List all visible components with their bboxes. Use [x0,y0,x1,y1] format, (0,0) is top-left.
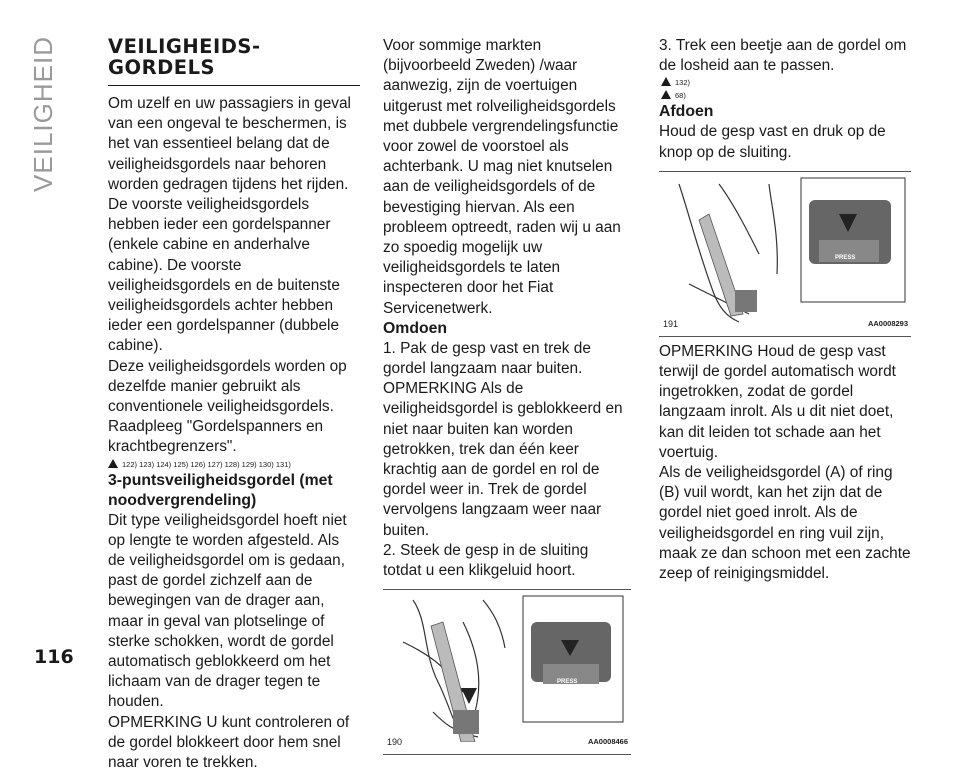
page-number: 116 [34,646,74,668]
step: 1. Pak de gesp vast en trek de gordel langzaam naar buiten. [383,339,591,378]
paragraph: Deze veiligheidsgordels worden op dezelfde manier gebruikt als conventionele veiligheidsgordels. [108,357,347,416]
seatbelt-fasten-illustration [383,592,631,742]
notice-triangle-icon [661,90,671,99]
warning-triangle-icon [661,77,671,86]
figure-number: 191 [663,318,679,329]
reference-number: 132) [675,78,691,88]
side-tab-label: VEILIGHEID [28,36,58,192]
paragraph: OPMERKING Als de veiligheidsgordel is geblokkeerd en niet naar buiten kan worden getrokken, trek dan één keer krachtig aan de gordel en rol de gordel weer in. Trek de gordel vervolgens langzaam weer naar buiten. [383,380,623,539]
section-title [108,36,360,86]
press-button-label: PRESS [557,679,578,686]
figure-code: AA0008293 [867,318,908,328]
warning-reference [659,76,911,89]
paragraph: Houd de gesp vast en druk op de knop op de sluiting. [659,123,886,161]
seatbelt-release-illustration [659,174,911,324]
subsection-title: Omdoen [383,319,448,337]
reference-list: 122) 123) 124) 125) 126) 127) 128) 129) 130) 131) [122,459,291,469]
press-button-label: PRESS [835,254,856,261]
warning-triangle-icon [108,459,118,468]
column-1 [108,36,360,773]
paragraph: OPMERKING Houd de gesp vast terwijl de gordel automatisch wordt ingetrokken, zodat de gordel langzaam inrolt. Als u dit niet doet, kan dit leiden tot schade aan het voertuig. [659,342,896,461]
step: 2. Steek de gesp in de sluiting totdat u een klikgeluid hoort. [383,541,589,580]
column-3 [659,36,911,584]
figure-190 [383,589,631,755]
paragraph: Om uzelf en uw passagiers in geval van een ongeval te beschermen, is het van essentieel belang dat de veiligheidsgordels naar behoren worden gedragen tijdens het rijden. [108,95,351,193]
paragraph: Dit type veiligheidsgordel hoeft niet op lengte te worden afgesteld. Als de veiligheidsgordel om is gedaan, past de gordel zichzelf aan de bewegingen van de drager aan, maar in geval van plotselinge of sterke schokken, wordt de gordel automatisch geblokkeerd om het lichaam van de drager tegen te houden. [108,511,347,711]
column-2 [383,36,631,760]
figure-191 [659,171,911,337]
section-title-text: VEILIGHEIDS-GORDELS [108,35,261,79]
figure-code: AA0008466 [587,737,628,747]
paragraph: De voorste veiligheidsgordels hebben ieder een gordelspanner (enkele cabine en anderhalve cabine). De voorste veiligheidsgordels en de buitenste veiligheidsgordels achter hebben ieder een gordelspanner (dubbele cabine). [108,196,340,355]
reference-number: 68) [675,91,686,101]
side-tab [28,36,70,192]
paragraph: OPMERKING U kunt controleren of de gordel blokkeert door hem snel naar voren te trekken. [108,713,350,772]
notice-reference [659,89,911,102]
subsection-title: Afdoen [659,103,714,121]
figure-number: 190 [387,737,403,748]
paragraph: Als de veiligheidsgordel (A) of ring (B) vuil wordt, kan het zijn dat de gordel niet goed inrolt. Als de veiligheidsgordel en ring vuil zijn, maak ze dan schoon met een zachte zeep of reinigingsmiddel. [659,464,911,583]
subsection-title: 3-puntsveiligheidsgordel (met noodvergrendeling) [108,471,333,509]
paragraph: Voor sommige markten (bijvoorbeeld Zweden) /waar aanwezig, zijn de voertuigen uitgerust met rolveiligheidsgordels met dubbele vergrendelingsfunctie voor zowel de voorstoel als achterbank. U mag niet knutselen aan de veiligheidsgordels of de bevestiging hiervan. Als een probleem optreedt, raden wij u aan zo spoedig mogelijk uw veiligheidsgordels te laten inspecteren door het Fiat Servicenetwerk. [383,37,621,317]
paragraph: Raadpleeg "Gordelspanners en krachtbegrenzers". [108,418,324,456]
step: 3. Trek een beetje aan de gordel om de losheid aan te passen. [659,37,907,75]
warning-references [108,459,360,471]
